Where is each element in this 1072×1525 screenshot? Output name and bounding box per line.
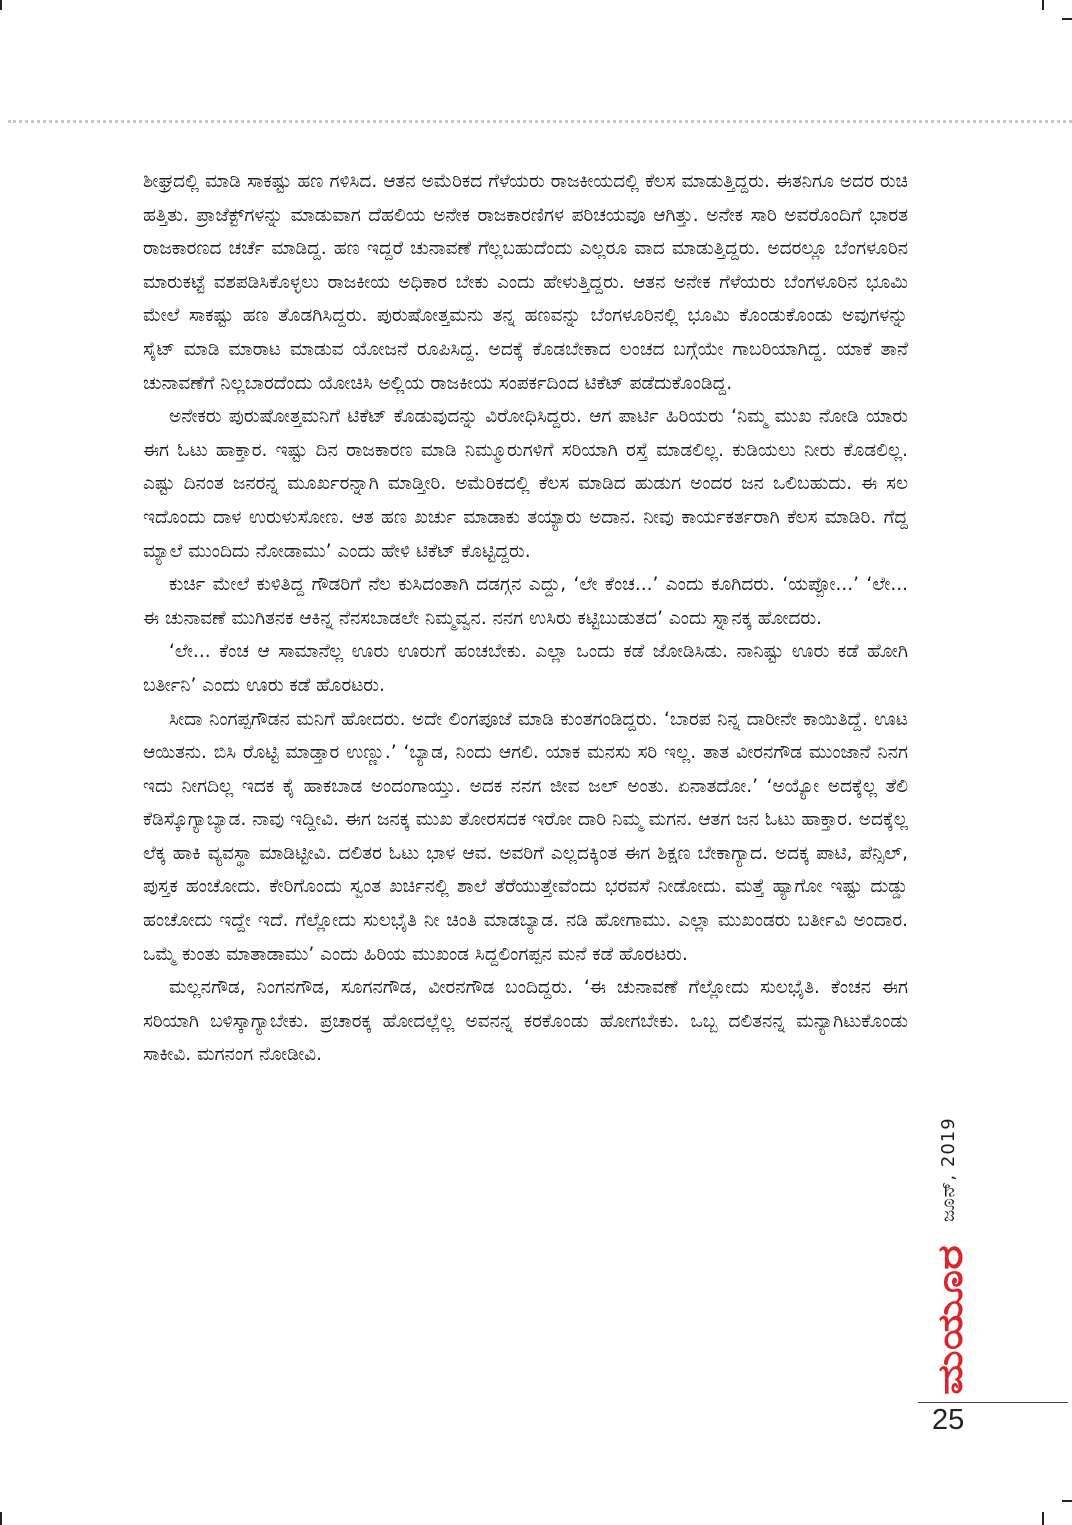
footer-rule: [918, 1402, 1068, 1403]
crop-mark-top-right-horizontal: [1062, 18, 1072, 20]
header-dotted-rule: [8, 120, 1072, 123]
paragraph: ಅನೇಕರು ಪುರುಷೋತ್ತಮನಿಗೆ ಟಿಕೆಟ್ ಕೊಡುವುದನ್ನು ವಿರೋಧಿಸಿದ್ದರು. ಆಗ ಪಾರ್ಟಿ ಹಿರಿಯರು ‘ನಿಮ್ಮ ಮುಖ ನೋಡಿ ಯಾರು ಈಗ ಓಟು ಹಾಕ್ತಾರ. ಇಷ್ಟು ದಿನ ರಾಜಕಾರಣ ಮಾಡಿ ನಿಮ್ಮೂರುಗಳಿಗೆ ಸರಿಯಾಗಿ ರಸ್ತೆ ಮಾಡಲಿಲ್ಲ. ಕುಡಿಯಲು ನೀರು ಕೊಡಲಿಲ್ಲ. ಎಷ್ಟು ದಿನಂತ ಜನರನ್ನ ಮೂರ್ಖರನ್ನಾಗಿ ಮಾಡ್ತೀರಿ. ಅಮೆರಿಕದಲ್ಲಿ ಕೆಲಸ ಮಾಡಿದ ಹುಡುಗ ಅಂದರ ಜನ ಒಲಿಬಹುದು. ಈ ಸಲ ಇದೊಂದು ದಾಳ ಉರುಳುಸೋಣ. ಆತ ಹಣ ಖರ್ಚು ಮಾಡಾಕು ತಯ್ಯಾರು ಅದಾನ. ನೀವು ಕಾರ್ಯಕರ್ತರಾಗಿ ಕೆಲಸ ಮಾಡಿರಿ. ಗೆದ್ದ ಮ್ಯಾಲೆ ಮುಂದಿದು ನೋಡಾಮು’ ಎಂದು ಹೇಳಿ ಟಿಕೆಟ್ ಕೊಟ್ಟಿದ್ದರು.: [143, 406, 908, 562]
svg-text:ಮಯೂರ: ಮಯೂರ: [931, 1286, 971, 1395]
paragraph: ಸೀದಾ ನಿಂಗಪ್ಪಗೌಡನ ಮನಿಗೆ ಹೋದರು. ಅದೇ ಲಿಂಗಪೂಜೆ ಮಾಡಿ ಕುಂತಗಂಡಿದ್ದರು. ‘ಬಾರಪ ನಿನ್ನ ದಾರೀನೇ ಕಾಯಿತಿದ್ದೆ. ಊಟ ಆಯಿತನು. ಬಿಸಿ ರೊಟ್ಟಿ ಮಾಡ್ತಾರ ಉಣ್ಣು.’ ‘ಬ್ಯಾಡ, ನಿಂದು ಆಗಲಿ. ಯಾಕ ಮನಸು ಸರಿ ಇಲ್ಲ. ತಾತ ವೀರನಗೌಡ ಮುಂಜಾನೆ ನಿನಗ ಇದು ನೀಗದಿಲ್ಲ ಇದಕ ಕೈ ಹಾಕಬಾಡ ಅಂದಂಗಾಯ್ತು. ಅದಕ ನನಗ ಜೀವ ಜಲ್ ಅಂತು. ಏನಾತದೋ.’ ‘ಅಯ್ಯೋ ಅದಕ್ಕೆಲ್ಲ ತೆಲಿ ಕೆಡಿಸ್ಕೊಗ್ಯಾಬ್ಯಾಡ. ನಾವು ಇದ್ದೀವಿ. ಈಗ ಜನಕ್ಕ ಮುಖ ತೋರಸದಕ ಇರೋ ದಾರಿ ನಿಮ್ಮ ಮಗನ. ಆತಗ ಜನ ಓಟು ಹಾಕ್ತಾರ. ಅದಕ್ಕೆಲ್ಲ ಲೆಕ್ಕ ಹಾಕಿ ವ್ಯವಸ್ಥಾ ಮಾಡಿಟ್ಟೀವಿ. ದಲಿತರ ಓಟು ಭಾಳ ಆವ. ಅವರಿಗೆ ಎಲ್ಲದಕ್ಕಿಂತ ಈಗ ಶಿಕ್ಷಣ ಬೇಕಾಗ್ಯಾದ. ಅದಕ್ಕ ಪಾಟಿ, ಪೆನ್ಸಿಲ್, ಪುಸ್ತಕ ಹಂಚೋದು. ಕೇರಿಗೊಂದು ಸ್ವಂತ ಖರ್ಚಿನಲ್ಲಿ ಶಾಲೆ ತೆರೆಯುತ್ತೇವೆಂದು ಭರವಸೆ ನೀಡೋದು. ಮತ್ತೆ ಹ್ಯಾಗೋ ಇಷ್ಟು ದುಡ್ಡು ಹಂಚೋದು ಇದ್ದೇ ಇದೆ. ಗೆಲ್ಲೋದು ಸುಲಭೈತಿ ನೀ ಚಿಂತಿ ಮಾಡಬ್ಯಾಡ. ನಡಿ ಹೋಗಾಮು. ಎಲ್ಲಾ ಮುಖಂಡರು ಬರ್ತೀವಿ ಅಂದಾರ. ಒಮ್ಮೆ ಕುಂತು ಮಾತಾಡಾಮು’ ಎಂದು ಹಿರಿಯ ಮುಖಂಡ ಸಿದ್ದಲಿಂಗಪ್ಪನ ಮನೆ ಕಡೆ ಹೊರಟರು.: [143, 708, 908, 965]
page-number: 25: [932, 1404, 965, 1436]
crop-mark-bottom-right: [1042, 1512, 1044, 1525]
paragraph: ಕುರ್ಚಿ ಮೇಲೆ ಕುಳಿತಿದ್ದ ಗೌಡರಿಗೆ ನೆಲ ಕುಸಿದಂತಾಗಿ ದಡಗ್ಗನ ಎದ್ದು, ‘ಲೇ ಕೆಂಚ...’ ಎಂದು ಕೂಗಿದರು. ‘ಯಪ್ಪೋ...’ ‘ಲೇ... ಈ ಚುನಾವಣೆ ಮುಗಿತನಕ ಆಕಿನ್ನ ನೆನಸಬಾಡಲೇ ನಿಮ್ಮವ್ವನ. ನನಗ ಉಸಿರು ಕಟ್ಟಿಬುಡುತದ’ ಎಂದು ಸ್ನಾನಕ್ಕ ಹೋದರು.: [143, 574, 908, 629]
magazine-logo: [926, 1235, 972, 1400]
paragraph: ‘ಲೇ... ಕೆಂಚ ಆ ಸಾಮಾನೆಲ್ಲ ಊರು ಊರುಗೆ ಹಂಚಬೇಕು. ಎಲ್ಲಾ ಒಂದು ಕಡೆ ಜೋಡಿಸಿಡು. ನಾನಿಷ್ಟು ಊರು ಕಡೆ ಹೋಗಿ ಬರ್ತೀನಿ’ ಎಂದು ಊರು ಕಡೆ ಹೊರಟರು.: [143, 641, 908, 696]
crop-mark-top-right: [1042, 0, 1044, 10]
paragraph: ಮಲ್ಲನಗೌಡ, ನಿಂಗನಗೌಡ, ಸೂಗನಗೌಡ, ವೀರನಗೌಡ ಬಂದಿದ್ದರು. ‘ಈ ಚುನಾವಣೆ ಗೆಲ್ಲೋದು ಸುಲಭೈತಿ. ಕೆಂಚನ ಈಗ ಸರಿಯಾಗಿ ಬಳಿಸ್ಕಾಗ್ಯಾಬೇಕು. ಪ್ರಚಾರಕ್ಕ ಹೋದಲ್ಲೆಲ್ಲ ಅವನನ್ನ ಕರಕೊಂಡು ಹೋಗಬೇಕು. ಒಬ್ಬ ದಲಿತನನ್ನ ಮನ್ಯಾಗಿಟುಕೊಂಡು ಸಾಕೀವಿ. ಮಗನಂಗ ನೋಡೀವಿ.: [143, 977, 908, 1066]
crop-mark-top-left: [0, 0, 2, 10]
crop-mark-bottom-left: [0, 1512, 2, 1525]
issue-date: ಜೂನ್, 2019: [938, 1117, 959, 1222]
article-body: [143, 165, 908, 1072]
paragraph: ಶೀಘ್ರದಲ್ಲಿ ಮಾಡಿ ಸಾಕಷ್ಟು ಹಣ ಗಳಿಸಿದ. ಆತನ ಅಮೆರಿಕದ ಗೆಳೆಯರು ರಾಜಕೀಯದಲ್ಲಿ ಕೆಲಸ ಮಾಡುತ್ತಿದ್ದರು. ಈತನಿಗೂ ಅದರ ರುಚಿ ಹತ್ತಿತು. ಪ್ರಾಜೆಕ್ಟ್‌ಗಳನ್ನು ಮಾಡುವಾಗ ದೆಹಲಿಯ ಅನೇಕ ರಾಜಕಾರಣಿಗಳ ಪರಿಚಯವೂ ಆಗಿತ್ತು. ಅನೇಕ ಸಾರಿ ಅವರೊಂದಿಗೆ ಭಾರತ ರಾಜಕಾರಣದ ಚರ್ಚೆ ಮಾಡಿದ್ದ. ಹಣ ಇದ್ದರೆ ಚುನಾವಣೆ ಗೆಲ್ಲಬಹುದೆಂದು ಎಲ್ಲರೂ ವಾದ ಮಾಡುತ್ತಿದ್ದರು. ಅದರಲ್ಲೂ ಬೆಂಗಳೂರಿನ ಮಾರುಕಟ್ಟೆ ವಶಪಡಿಸಿಕೊಳ್ಳಲು ರಾಜಕೀಯ ಅಧಿಕಾರ ಬೇಕು ಎಂದು ಹೇಳುತ್ತಿದ್ದರು. ಆತನ ಅನೇಕ ಗೆಳೆಯರು ಬೆಂಗಳೂರಿನ ಭೂಮಿ ಮೇಲೆ ಸಾಕಷ್ಟು ಹಣ ತೊಡಗಿಸಿದ್ದರು. ಪುರುಷೋತ್ತಮನು ತನ್ನ ಹಣವನ್ನು ಬೆಂಗಳೂರಿನಲ್ಲಿ ಭೂಮಿ ಕೊಂಡುಕೊಂಡು ಅವುಗಳನ್ನು ಸೈಟ್ ಮಾಡಿ ಮಾರಾಟ ಮಾಡುವ ಯೋಜನೆ ರೂಪಿಸಿದ್ದ. ಅದಕ್ಕೆ ಕೊಡಬೇಕಾದ ಲಂಚದ ಬಗ್ಗೆಯೇ ಗಾಬರಿಯಾಗಿದ್ದ. ಯಾಕೆ ತಾನೆ ಚುನಾವಣೆಗೆ ನಿಲ್ಲಬಾರದೆಂದು ಯೋಚಿಸಿ ಅಲ್ಲಿಯ ರಾಜಕೀಯ ಸಂಪರ್ಕದಿಂದ ಟಿಕೆಟ್ ಪಡೆದುಕೊಂಡಿದ್ದ.: [143, 171, 908, 394]
crop-mark-bottom-right-horizontal: [1062, 1500, 1072, 1502]
